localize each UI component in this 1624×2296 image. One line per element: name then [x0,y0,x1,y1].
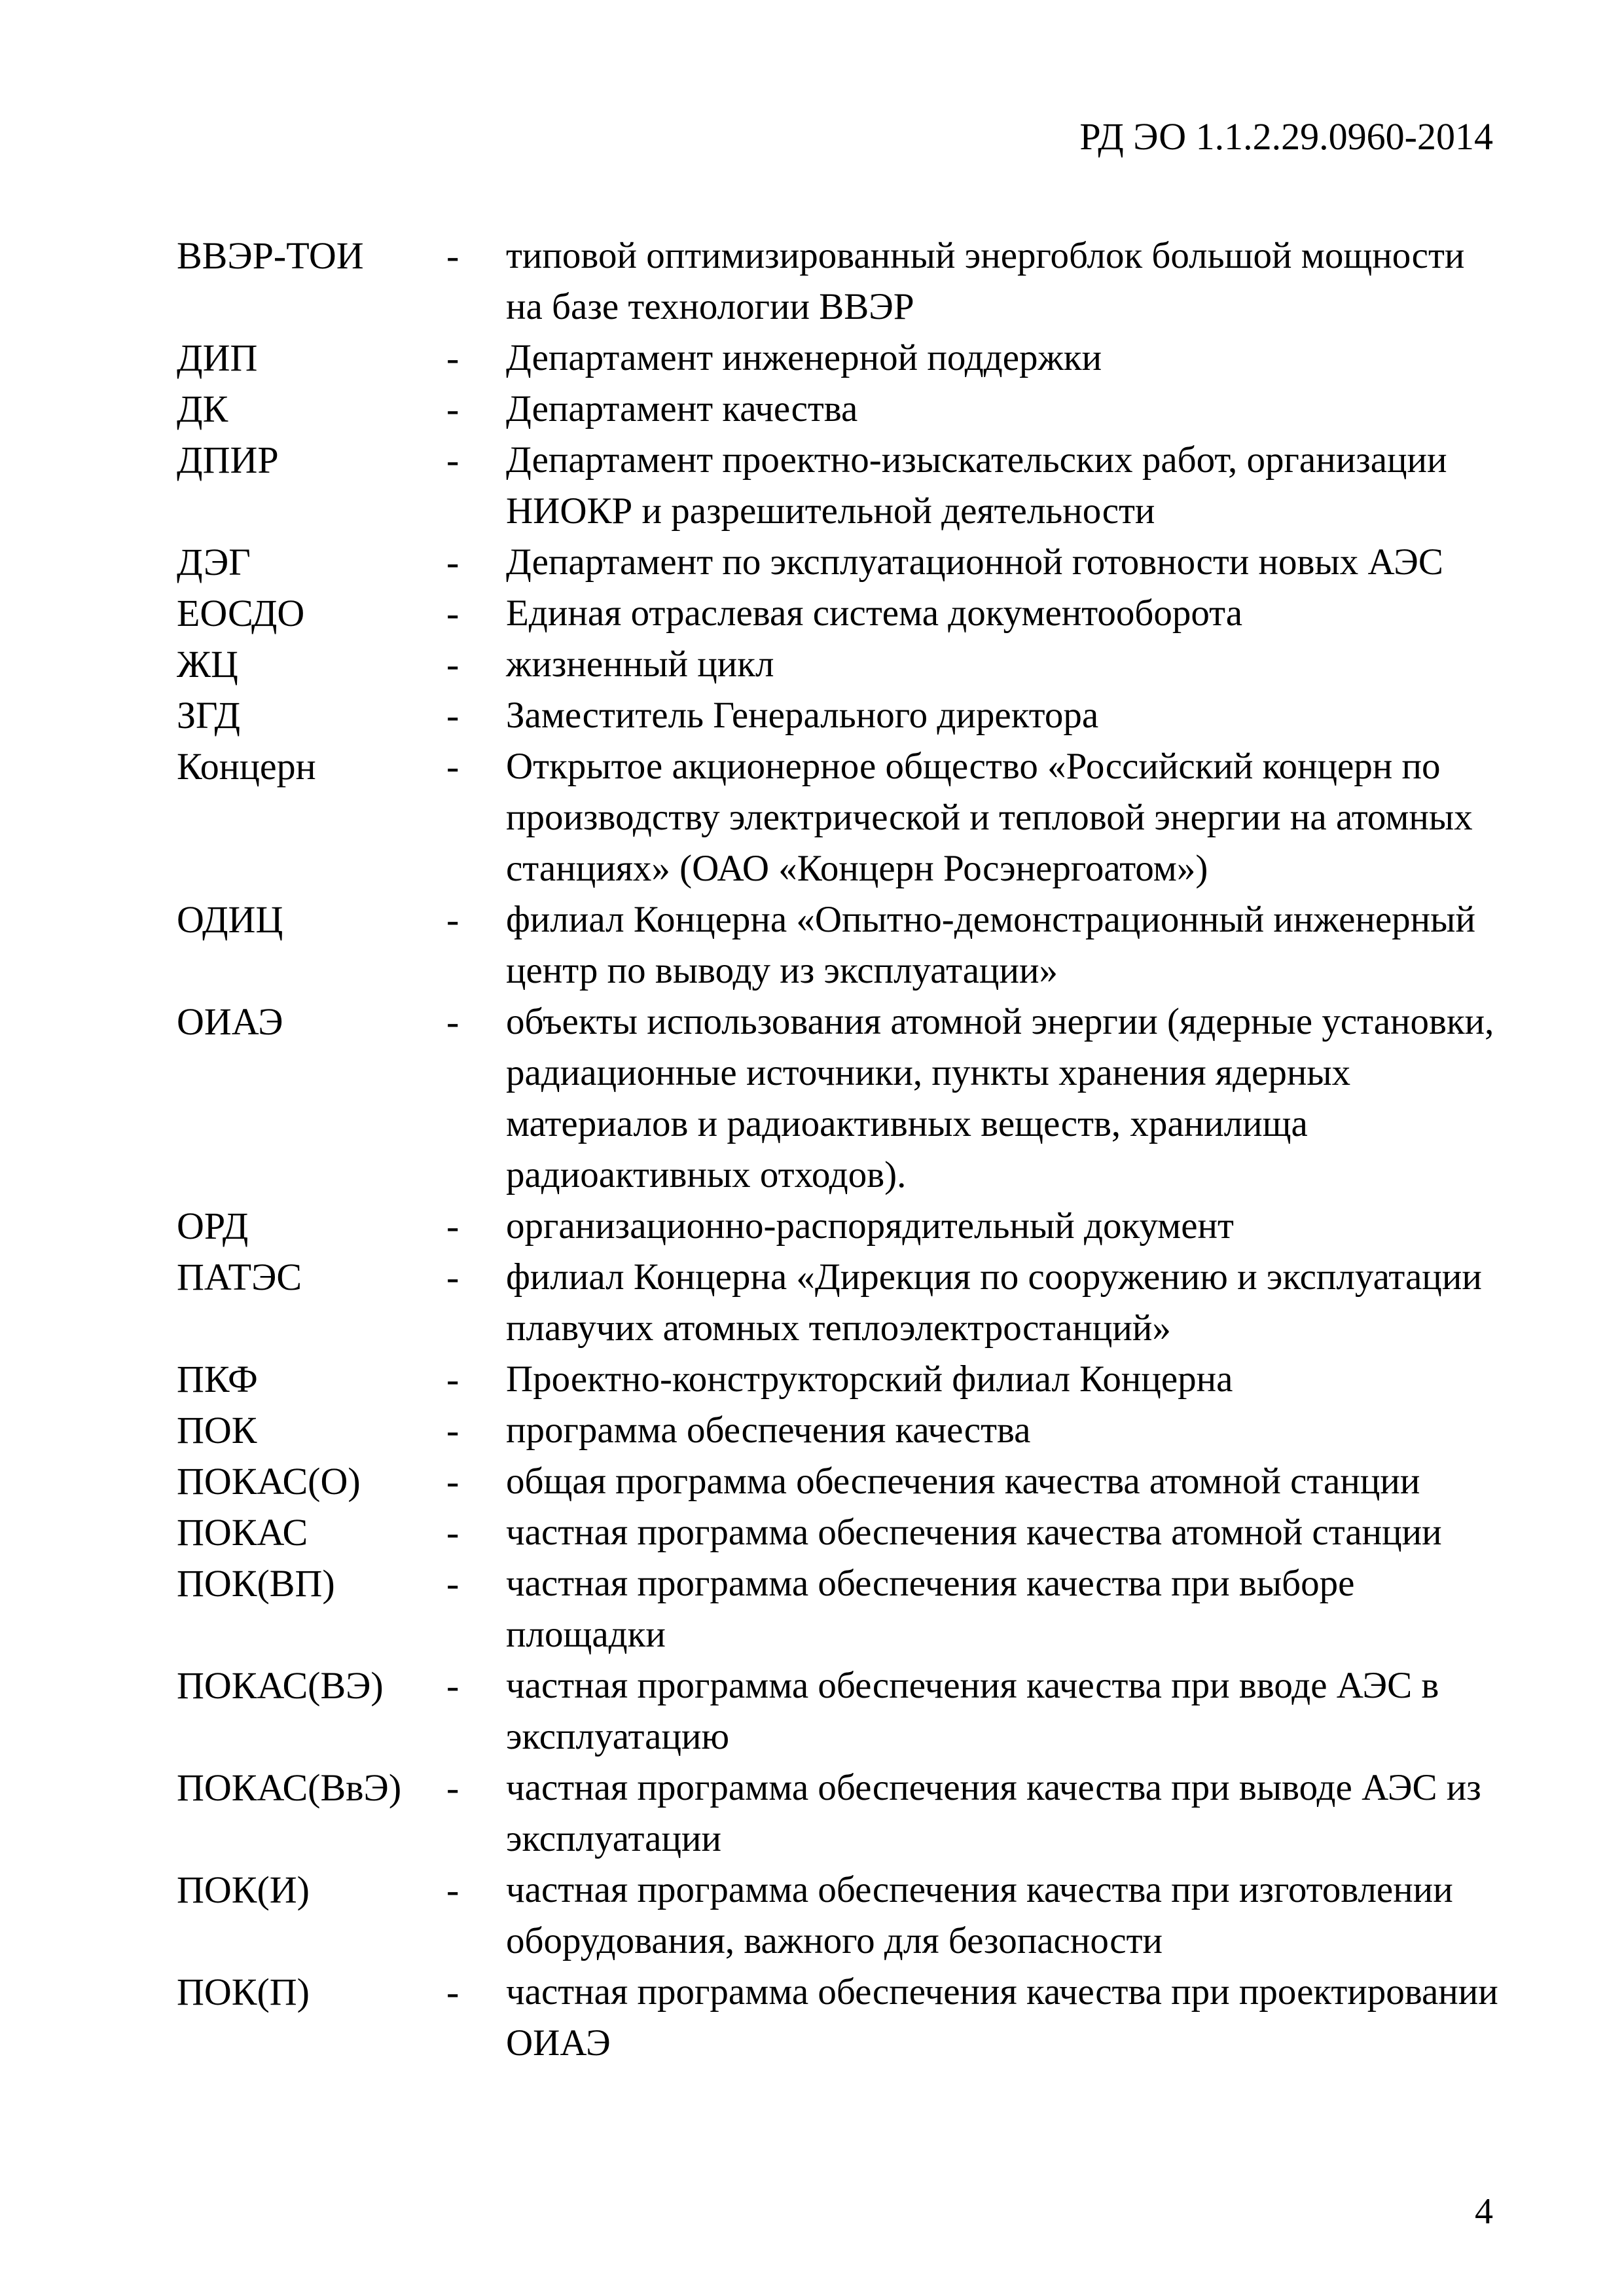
abbreviation-dash: - [446,1868,460,1911]
abbreviation-dash: - [446,234,460,277]
abbreviation-term: ОДИЦ [177,898,283,941]
abbreviation-dash: - [446,1971,460,2013]
abbreviation-term: ПОКАС(О) [177,1460,361,1503]
abbreviation-row [177,230,1512,333]
abbreviation-definition: Департамент по эксплуатационной готовности новых АЭС [506,541,1443,583]
abbreviation-row [177,996,1512,1201]
abbreviation-term: ПОКАС [177,1511,308,1554]
abbreviation-definition: Департамент качества [506,388,858,429]
abbreviation-dash: - [446,1358,460,1400]
abbreviation-dash: - [446,694,460,737]
abbreviation-definition: частная программа обеспечения качества при вводе АЭС в эксплуатацию [506,1665,1439,1757]
abbreviation-term: ПКФ [177,1358,258,1400]
abbreviation-row [177,1660,1512,1762]
abbreviation-term: ДЭГ [177,541,251,583]
abbreviation-dash: - [446,1000,460,1043]
abbreviation-definition: частная программа обеспечения качества при выводе АЭС из эксплуатации [506,1767,1481,1859]
abbreviation-row [177,384,1512,435]
abbreviation-term: ЗГД [177,694,241,737]
abbreviation-row [177,1865,1512,1967]
abbreviation-dash: - [446,592,460,634]
abbreviation-row [177,1252,1512,1354]
abbreviation-row [177,1201,1512,1252]
abbreviation-term: ПОК(П) [177,1971,310,2013]
abbreviation-dash: - [446,898,460,941]
abbreviation-definition: частная программа обеспечения качества при изготовлении оборудования, важного для безопасности [506,1869,1453,1961]
abbreviation-term: ПОКАС(ВЭ) [177,1664,384,1707]
abbreviation-dash: - [446,1511,460,1554]
abbreviation-definition: Проектно-конструкторский филиал Концерна [506,1358,1233,1400]
abbreviation-dash: - [446,1766,460,1809]
abbreviation-row [177,537,1512,588]
abbreviation-term: Концерн [177,745,316,788]
abbreviation-row [177,894,1512,996]
abbreviation-dash: - [446,643,460,685]
document-code: РД ЭО 1.1.2.29.0960-2014 [1079,115,1493,158]
abbreviation-row [177,741,1512,894]
abbreviation-term: ОРД [177,1205,249,1247]
abbreviation-dash: - [446,1205,460,1247]
abbreviation-definition: Департамент проектно-изыскательских работ, организации НИОКР и разрешительной деятельности [506,439,1447,532]
abbreviation-dash: - [446,1460,460,1503]
abbreviation-term: ЕОСДО [177,592,305,634]
abbreviation-definition: Заместитель Генерального директора [506,695,1099,736]
abbreviation-definition: типовой оптимизированный энергоблок большой мощности на базе технологии ВВЭР [506,235,1465,327]
abbreviation-definition: частная программа обеспечения качества при выборе площадки [506,1563,1355,1655]
abbreviation-row [177,1354,1512,1405]
abbreviation-row [177,1507,1512,1558]
page-number: 4 [1475,2191,1493,2232]
abbreviation-row [177,639,1512,690]
abbreviation-dash: - [446,745,460,788]
abbreviation-dash: - [446,439,460,481]
abbreviation-dash: - [446,541,460,583]
abbreviation-definition: жизненный цикл [506,644,774,685]
abbreviation-definition: частная программа обеспечения качества атомной станции [506,1512,1442,1553]
abbreviation-definition: Единая отраслевая система документооборота [506,592,1243,634]
abbreviation-row [177,435,1512,537]
abbreviation-definition: общая программа обеспечения качества атомной станции [506,1461,1420,1502]
abbreviation-term: ДК [177,388,228,430]
abbreviations-list [177,230,1512,2069]
abbreviation-term: ПОКАС(ВвЭ) [177,1766,402,1809]
abbreviation-term: ПОК [177,1409,257,1451]
abbreviation-term: ПОК(И) [177,1868,310,1911]
abbreviation-definition: Открытое акционерное общество «Российский концерн по производству электрической и тепловой энергии на атомных станциях» (ОАО «Концерн Росэнергоатом») [506,746,1473,889]
abbreviation-row [177,690,1512,741]
abbreviation-dash: - [446,1409,460,1451]
abbreviation-row [177,1405,1512,1456]
abbreviation-dash: - [446,1256,460,1298]
abbreviation-term: ПАТЭС [177,1256,302,1298]
abbreviation-row [177,1762,1512,1865]
abbreviation-row [177,1456,1512,1507]
abbreviation-term: ОИАЭ [177,1000,283,1043]
abbreviation-definition: объекты использования атомной энергии (ядерные установки, радиационные источники, пункты хранения ядерных материалов и радиоактивных веществ, хранилища радиоактивных отходов). [506,1001,1494,1195]
abbreviation-term: ДПИР [177,439,279,481]
abbreviation-dash: - [446,337,460,379]
abbreviation-row [177,1558,1512,1660]
abbreviation-term: ПОК(ВП) [177,1562,335,1605]
abbreviation-definition: филиал Концерна «Опытно-демонстрационный инженерный центр по выводу из эксплуатации» [506,899,1475,991]
abbreviation-row [177,588,1512,639]
abbreviation-term: ВВЭР-ТОИ [177,234,364,277]
abbreviation-term: ЖЦ [177,643,238,685]
abbreviation-dash: - [446,1562,460,1605]
abbreviation-definition: программа обеспечения качества [506,1410,1031,1451]
abbreviation-dash: - [446,388,460,430]
abbreviation-row [177,1967,1512,2069]
abbreviation-definition: филиал Концерна «Дирекция по сооружению и эксплуатации плавучих атомных теплоэлектростанций» [506,1256,1482,1349]
abbreviation-row [177,333,1512,384]
abbreviation-definition: частная программа обеспечения качества при проектировании ОИАЭ [506,1971,1498,2064]
abbreviation-definition: Департамент инженерной поддержки [506,337,1102,378]
abbreviation-term: ДИП [177,337,258,379]
abbreviation-dash: - [446,1664,460,1707]
abbreviation-definition: организационно-распорядительный документ [506,1205,1234,1247]
